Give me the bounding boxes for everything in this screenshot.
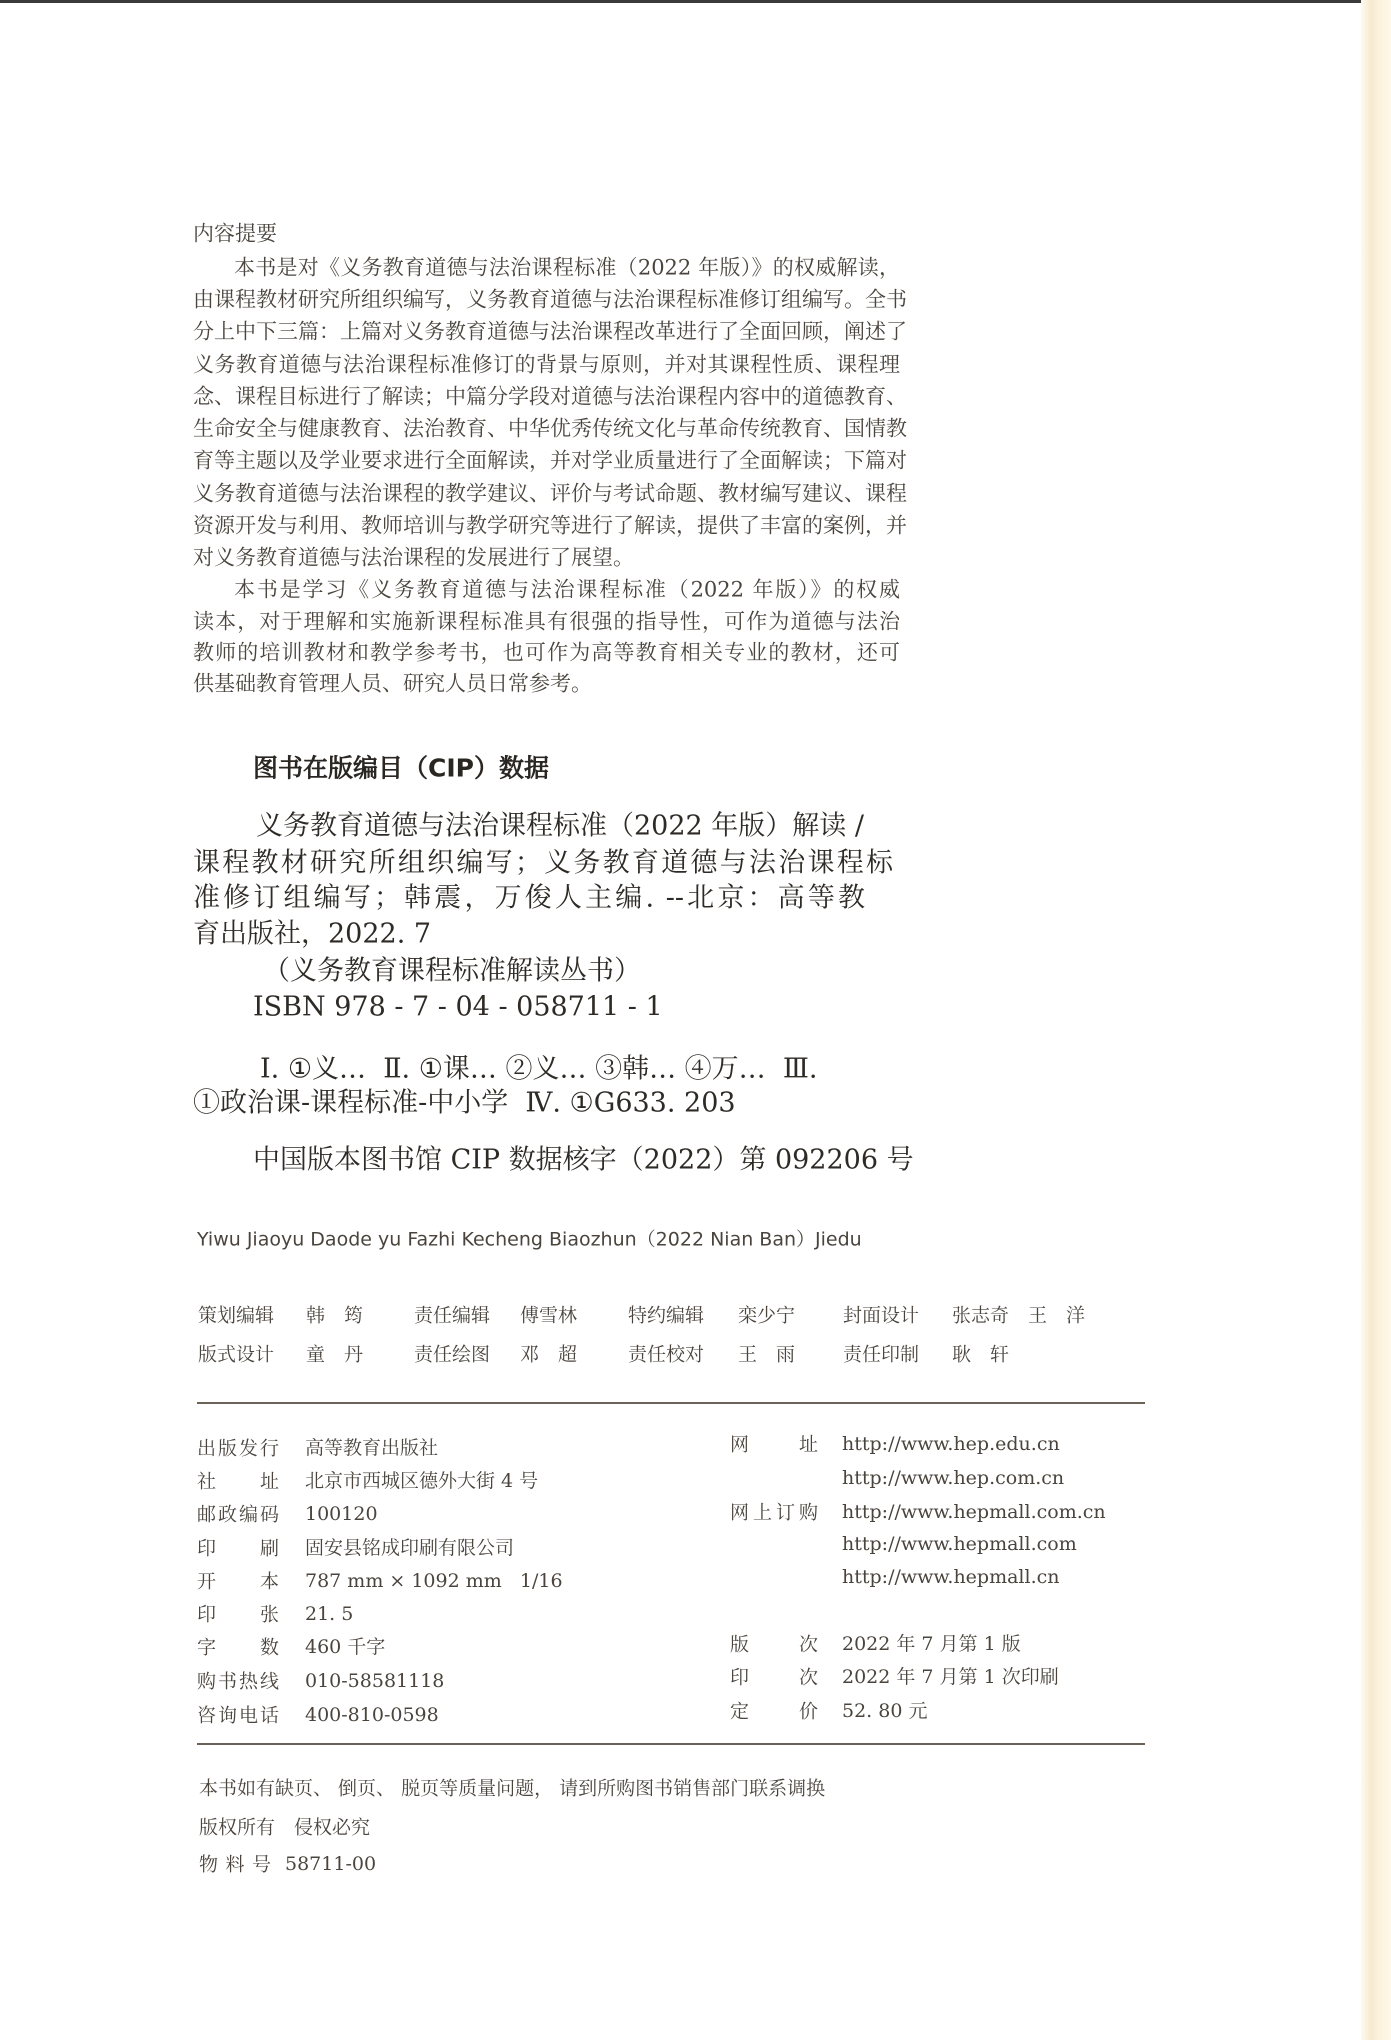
cip-line: 义务教育道德与法治课程标准（2022 年版）解读 / <box>256 810 864 842</box>
website-link[interactable]: http://www.hep.com.cn <box>842 1466 1065 1489</box>
staff-role: 责任校对 <box>628 1343 705 1366</box>
staff-name: 韩 筠 <box>306 1304 364 1327</box>
cip-isbn: ISBN 978 - 7 - 04 - 058711 - 1 <box>253 991 663 1023</box>
info-row <box>730 1701 927 1721</box>
info-row <box>730 1502 1106 1522</box>
staff-name: 童 丹 <box>306 1343 364 1366</box>
info-value: 100120 <box>305 1502 378 1525</box>
info-value: 010-58581118 <box>305 1669 445 1692</box>
summary-line: 资源开发与利用、教师培训与教学研究等进行了解读，提供了丰富的案例，并 <box>193 513 907 538</box>
info-label: 印张 <box>197 1602 279 1625</box>
info-row <box>197 1504 378 1524</box>
divider <box>197 1743 1145 1745</box>
info-value: 高等教育出版社 <box>305 1436 439 1459</box>
info-row <box>197 1538 514 1558</box>
summary-line: 读本，对于理解和实施新课程标准具有很强的指导性，可作为道德与法治 <box>193 609 900 634</box>
material-number: 58711-00 <box>285 1852 377 1875</box>
staff-role: 责任印制 <box>843 1343 920 1366</box>
info-label: 印次 <box>730 1665 818 1688</box>
info-label: 社址 <box>197 1469 279 1492</box>
info-label: 开本 <box>197 1569 279 1592</box>
staff-name: 王 雨 <box>738 1343 796 1366</box>
cip-classification: Ⅰ. ①义… Ⅱ. ①课… ②义… ③韩… ④万… Ⅲ. <box>260 1053 818 1085</box>
summary-line: 本书是对《义务教育道德与法治课程标准（2022 年版）》的权威解读， <box>234 255 900 280</box>
staff-name: 傅雪林 <box>520 1304 578 1327</box>
staff-name: 栾少宁 <box>738 1304 796 1327</box>
info-row <box>730 1534 1077 1554</box>
info-row <box>197 1438 438 1458</box>
cip-series: （义务教育课程标准解读丛书） <box>263 955 641 987</box>
quality-notice: 本书如有缺页、 倒页、 脱页等质量问题， 请到所购图书销售部门联系调换 <box>199 1777 826 1800</box>
info-row <box>197 1471 538 1491</box>
info-label: 定价 <box>730 1699 818 1722</box>
summary-line: 生命安全与健康教育、法治教育、中华优秀传统文化与革命传统教育、国情教 <box>193 416 907 441</box>
info-label: 网上订购 <box>730 1500 818 1523</box>
shop-link[interactable]: http://www.hepmall.cn <box>842 1565 1060 1588</box>
info-label: 字数 <box>197 1635 279 1658</box>
summary-line: 对义务教育道德与法治课程的发展进行了展望。 <box>193 545 634 570</box>
cip-line: 育出版社，2022. 7 <box>193 918 432 950</box>
info-label: 版次 <box>730 1632 818 1655</box>
page-edge-shadow <box>1361 0 1391 2040</box>
summary-line: 义务教育道德与法治课程的教学建议、评价与考试命题、教材编写建议、课程 <box>193 481 907 506</box>
staff-role: 特约编辑 <box>628 1304 705 1327</box>
staff-role: 封面设计 <box>843 1304 920 1327</box>
info-value: 21. 5 <box>305 1602 354 1625</box>
info-value: 460 千字 <box>305 1635 386 1658</box>
summary-line: 教师的培训教材和教学参考书，也可作为高等教育相关专业的教材，还可 <box>193 640 900 665</box>
info-row <box>730 1434 1060 1454</box>
info-row <box>197 1604 353 1624</box>
info-value: 400-810-0598 <box>305 1703 439 1726</box>
cip-record-number: 中国版本图书馆 CIP 数据核字（2022）第 092206 号 <box>253 1144 914 1176</box>
scan-top-edge <box>0 0 1391 3</box>
shop-link[interactable]: http://www.hepmall.com <box>842 1532 1077 1555</box>
summary-line: 育等主题以及学业要求进行全面解读，并对学业质量进行了全面解读；下篇对 <box>193 448 907 473</box>
info-label: 购书热线 <box>197 1669 279 1692</box>
info-label: 印刷 <box>197 1536 279 1559</box>
staff-role: 版式设计 <box>198 1343 275 1366</box>
staff-role: 策划编辑 <box>198 1304 275 1327</box>
info-value: 2022 年 7 月第 1 次印刷 <box>842 1665 1059 1688</box>
info-row <box>730 1567 1060 1587</box>
staff-name: 张志奇 王 洋 <box>952 1304 1086 1327</box>
pinyin-title: Yiwu Jiaoyu Daode yu Fazhi Kecheng Biaozhun（2022 Nian Ban）Jiedu <box>197 1228 862 1251</box>
info-row <box>197 1571 563 1591</box>
cip-line: 课程教材研究所组织编写；义务教育道德与法治课程标 <box>193 847 893 879</box>
staff-role: 责任绘图 <box>414 1343 491 1366</box>
cip-classification: ①政治课-课程标准-中小学 Ⅳ. ①G633. 203 <box>193 1087 736 1119</box>
shop-link[interactable]: http://www.hepmall.com.cn <box>842 1500 1106 1523</box>
info-label: 出版发行 <box>197 1436 279 1459</box>
price-value: 52. 80 元 <box>842 1699 928 1722</box>
cip-heading: 图书在版编目（CIP）数据 <box>253 753 549 783</box>
info-value: 2022 年 7 月第 1 版 <box>842 1632 1021 1655</box>
copyright-notice: 版权所有 侵权必究 <box>199 1816 371 1839</box>
summary-title: 内容提要 <box>193 221 277 246</box>
info-value: 787 mm × 1092 mm 1/16 <box>305 1569 563 1592</box>
summary-line: 供基础教育管理人员、研究人员日常参考。 <box>193 671 592 696</box>
summary-line: 分上中下三篇：上篇对义务教育道德与法治课程改革进行了全面回顾，阐述了 <box>193 319 907 344</box>
material-label: 物 料 号 <box>199 1852 271 1875</box>
info-row <box>730 1468 1064 1488</box>
info-label: 网址 <box>730 1432 818 1455</box>
staff-role: 责任编辑 <box>414 1304 491 1327</box>
info-row <box>730 1634 1021 1654</box>
staff-name: 邓 超 <box>520 1343 578 1366</box>
info-value: 北京市西城区德外大街 4 号 <box>305 1469 539 1492</box>
info-value: 固安县铭成印刷有限公司 <box>305 1536 515 1559</box>
cip-line: 准修订组编写；韩震，万俊人主编. --北京：高等教 <box>193 882 865 914</box>
info-row <box>197 1637 385 1657</box>
info-label: 咨询电话 <box>197 1703 279 1726</box>
info-row <box>730 1667 1059 1687</box>
info-row <box>197 1671 444 1691</box>
divider <box>197 1402 1145 1404</box>
material-number-row <box>199 1854 376 1874</box>
info-label: 邮政编码 <box>197 1502 279 1525</box>
summary-line: 义务教育道德与法治课程标准修订的背景与原则，并对其课程性质、课程理 <box>193 352 900 377</box>
summary-line: 本书是学习《义务教育道德与法治课程标准（2022 年版）》的权威 <box>234 577 900 602</box>
summary-line: 由课程教材研究所组织编写，义务教育道德与法治课程标准修订组编写。全书 <box>193 287 907 312</box>
info-row <box>197 1705 439 1725</box>
website-link[interactable]: http://www.hep.edu.cn <box>842 1432 1060 1455</box>
staff-name: 耿 轩 <box>952 1343 1010 1366</box>
summary-line: 念、课程目标进行了解读；中篇分学段对道德与法治课程内容中的道德教育、 <box>193 384 907 409</box>
